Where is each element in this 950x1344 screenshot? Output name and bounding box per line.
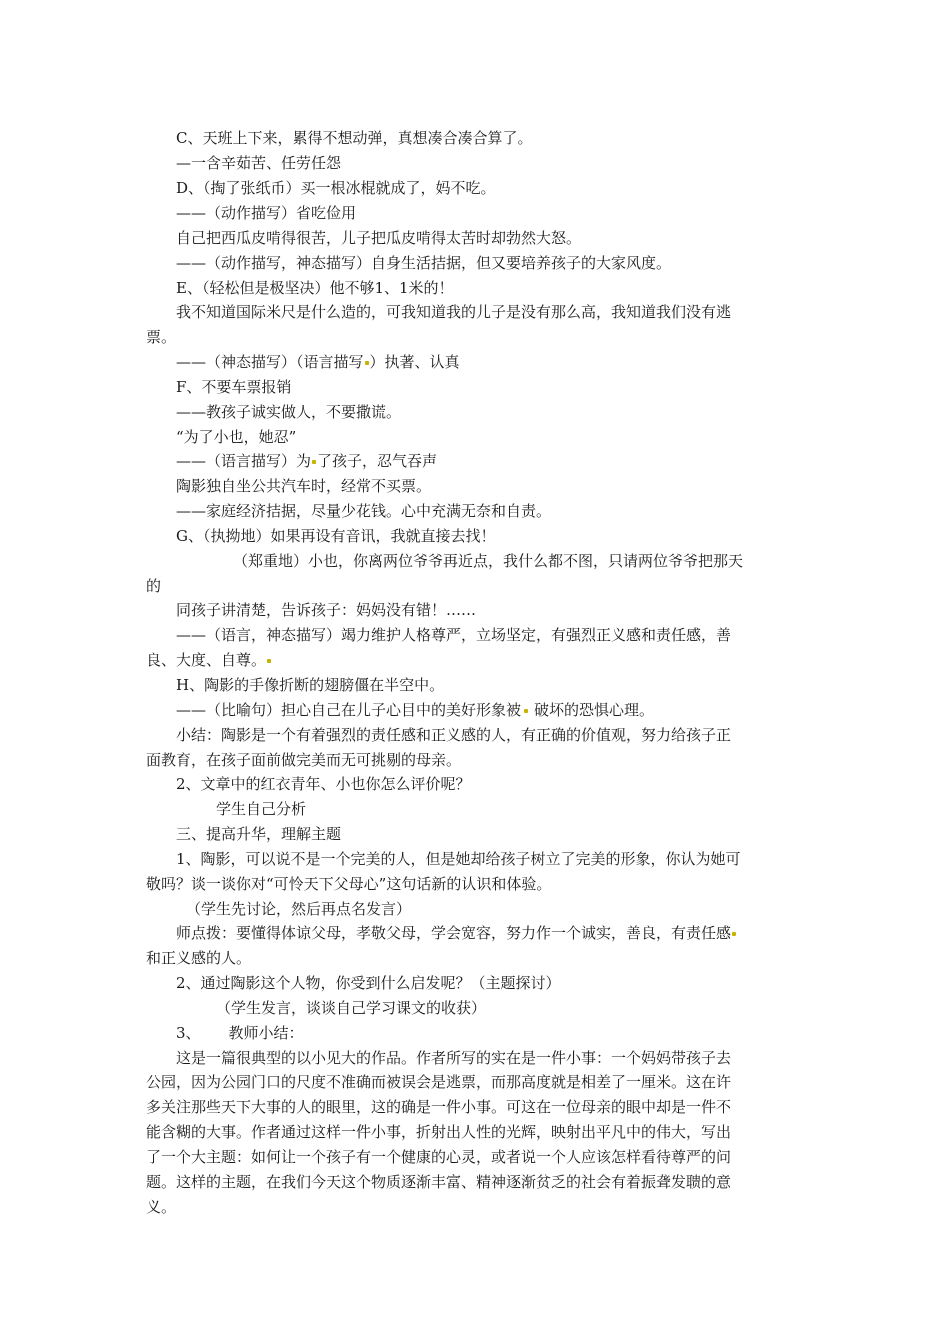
- text-line: H、陶影的手像折断的翅膀僵在半空中。: [176, 676, 445, 694]
- text-line: 票。: [146, 328, 177, 346]
- text-line: 了一个大主题：如何让一个孩子有一个健康的心灵，或者说一个人应该怎样看待尊严的问: [146, 1148, 732, 1166]
- text-line: D、（掏了张纸币）买一根冰棍就成了，妈不吃。: [176, 179, 496, 197]
- text-line: E、（轻松但是极坚决）他不够1、1米的！: [176, 279, 454, 297]
- text-line: （学生先讨论，然后再点名发言）: [186, 900, 412, 918]
- text-span: 师点拨：要懂得体谅父母，孝敬父母，学会宽容，努力作一个诚实，善良，有责任感: [176, 924, 732, 942]
- text-line: ——（语言，神态描写）竭力维护人格尊严，立场坚定，有强烈正义感和责任感，善: [176, 626, 732, 644]
- text-line: （郑重地）小也，你离两位爷爷再近点，我什么都不图，只请两位爷爷把那天: [233, 552, 744, 570]
- mark-dot: [267, 659, 271, 663]
- text-span: ——（神态描写）（语言描写: [176, 353, 364, 371]
- text-line: [176, 700, 654, 720]
- text-line: G、（执拗地）如果再设有音讯，我就直接去找！: [176, 527, 496, 545]
- text-line: ——（动作描写，神态描写）自身生活拮据，但又要培养孩子的大家风度。: [176, 254, 672, 272]
- text-span: 破坏的恐惧心理。: [534, 701, 655, 719]
- text-span: 教师小结：: [228, 1024, 304, 1042]
- text-line: F、不要车票报销: [176, 378, 292, 396]
- text-line: [176, 923, 737, 943]
- text-line: （学生发言，谈谈自己学习课文的收获）: [216, 999, 487, 1017]
- text-span: 良、大度、自尊。: [146, 651, 267, 669]
- text-line: 的: [146, 577, 162, 595]
- mark-dot: [312, 460, 316, 464]
- text-line: “为了小也，她忍”: [176, 428, 297, 446]
- text-line: ——（动作描写）省吃俭用: [176, 204, 357, 222]
- text-line: 学生自己分析: [216, 800, 307, 818]
- text-line: ——教孩子诚实做人，不要撒谎。: [176, 403, 402, 421]
- text-line: 自己把西瓜皮啃得很苦，儿子把瓜皮啃得太苦时却勃然大怒。: [176, 229, 582, 247]
- text-line: 2、文章中的红衣青年、小也你怎么评价呢？: [176, 775, 471, 793]
- text-span: 了孩子，忍气吞声: [317, 452, 438, 470]
- text-line: 敬吗？谈一谈你对“可怜天下父母心”这句话新的认识和体验。: [146, 875, 552, 893]
- text-line: [176, 451, 437, 471]
- text-line: 题。这样的主题，在我们今天这个物质逐渐丰富、精神逐渐贫乏的社会有着振聋发聩的意: [146, 1173, 732, 1191]
- text-line: [146, 650, 272, 670]
- text-line: 能含糊的大事。作者通过这样一件小事，折射出人性的光辉，映射出平凡中的伟大，写出: [146, 1123, 732, 1141]
- text-line: ——家庭经济拮据，尽量少花钱。心中充满无奈和自责。: [176, 502, 552, 520]
- text-line: 义。: [146, 1198, 177, 1216]
- text-line: [176, 352, 460, 372]
- text-line: —一含辛茹苦、任劳任怨: [176, 154, 342, 172]
- text-line: 我不知道国际米尺是什么造的，可我知道我的儿子是没有那么高，我知道我们没有逃: [176, 303, 732, 321]
- text-line: [176, 1023, 304, 1043]
- mark-dot: [365, 361, 369, 365]
- text-line: 2、通过陶影这个人物，你受到什么启发呢？（主题探讨）: [176, 974, 561, 992]
- text-line: 小结：陶影是一个有着强烈的责任感和正义感的人，有正确的价值观，努力给孩子正: [176, 726, 732, 744]
- mark-dot: [732, 932, 736, 936]
- text-span: 3、: [176, 1024, 201, 1042]
- mark-dot: [524, 709, 528, 713]
- text-line: 公园，因为公园门口的尺度不准确而被误会是逃票，而那高度就是相差了一厘米。这在许: [146, 1073, 732, 1091]
- text-line: 这是一篇很典型的以小见大的作品。作者所写的实在是一件小事：一个妈妈带孩子去: [176, 1049, 732, 1067]
- text-line: 1、陶影，可以说不是一个完美的人，但是她却给孩子树立了完美的形象，你认为她可: [176, 850, 741, 868]
- text-line: 三、提高升华，理解主题: [176, 825, 342, 843]
- text-line: 同孩子讲清楚，告诉孩子：妈妈没有错！……: [176, 601, 477, 619]
- text-line: C、天班上下来，累得不想动弹，真想凑合凑合算了。: [176, 129, 533, 147]
- text-line: 多关注那些天下大事的人的眼里，这的确是一件小事。可这在一位母亲的眼中却是一件不: [146, 1098, 732, 1116]
- text-line: 和正义感的人。: [146, 949, 252, 967]
- text-span: ——（比喻句）担心自己在儿子心目中的美好形象被: [176, 701, 522, 719]
- text-span: ）执著、认真: [369, 353, 460, 371]
- text-line: 陶影独自坐公共汽车时，经常不买票。: [176, 477, 432, 495]
- text-line: 面教育，在孩子面前做完美而无可挑剔的母亲。: [146, 751, 462, 769]
- text-span: ——（语言描写）为: [176, 452, 312, 470]
